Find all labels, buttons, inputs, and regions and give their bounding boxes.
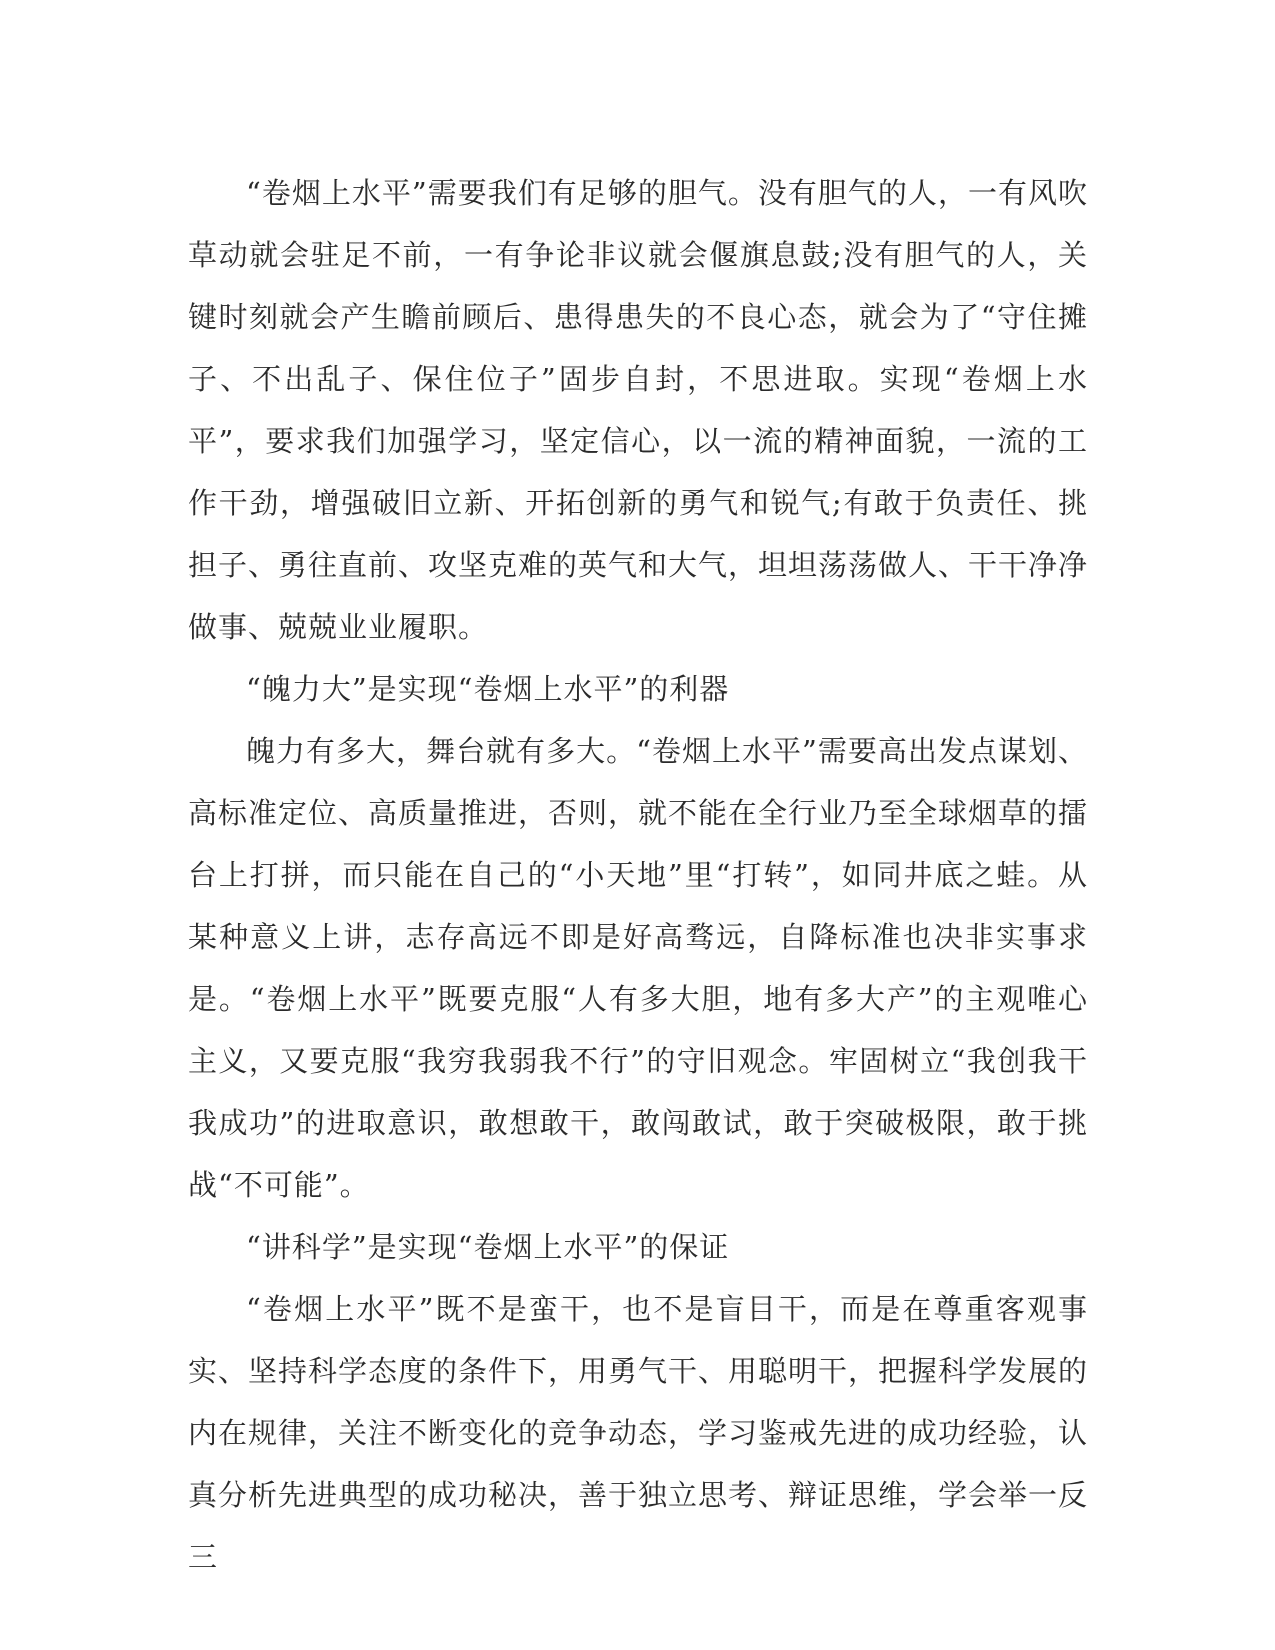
paragraph-boldness: 魄力有多大，舞台就有多大。“卷烟上水平”需要高出发点谋划、高标准定位、高质量推进，否则，就不能在全行业乃至全球烟草的擂台上打拼，而只能在自己的“小天地”里“打转”，如同井底之蛙。从某种意义上讲，志存高远不即是好高骛远，自降标准也决非实事求是。“卷烟上水平”既要克服“人有多大胆，地有多大产”的主观唯心主义，又要克服“我穷我弱我不行”的守旧观念。牢固树立“我创我干我成功”的进取意识，敢想敢干，敢闯敢试，敢于突破极限，敢于挑战“不可能”。 xyxy=(188,734,1089,1202)
paragraph-courage: “卷烟上水平”需要我们有足够的胆气。没有胆气的人，一有风吹草动就会驻足不前，一有争论非议就会偃旗息鼓;没有胆气的人，关键时刻就会产生瞻前顾后、患得患失的不良心态，就会为了“守住摊子、不出乱子、保住位子”固步自封，不思进取。实现“卷烟上水平”，要求我们加强学习，坚定信心，以一流的精神面貌，一流的工作干劲，增强破旧立新、开拓创新的勇气和锐气;有敢于负责任、挑担子、勇往直前、攻坚克难的英气和大气，坦坦荡荡做人、干干净净做事、兢兢业业履职。 xyxy=(188,176,1089,644)
section-heading-boldness: “魄力大”是实现“卷烟上水平”的利器 xyxy=(246,672,730,706)
document-body xyxy=(188,162,1088,1588)
section-heading-science: “讲科学”是实现“卷烟上水平”的保证 xyxy=(246,1230,730,1264)
paragraph-science: “卷烟上水平”既不是蛮干，也不是盲目干，而是在尊重客观事实、坚持科学态度的条件下，用勇气干、用聪明干，把握科学发展的内在规律，关注不断变化的竞争动态，学习鉴戒先进的成功经验，认真分析先进典型的成功秘决，善于独立思考、辩证思维，学会举一反三 xyxy=(188,1292,1089,1574)
